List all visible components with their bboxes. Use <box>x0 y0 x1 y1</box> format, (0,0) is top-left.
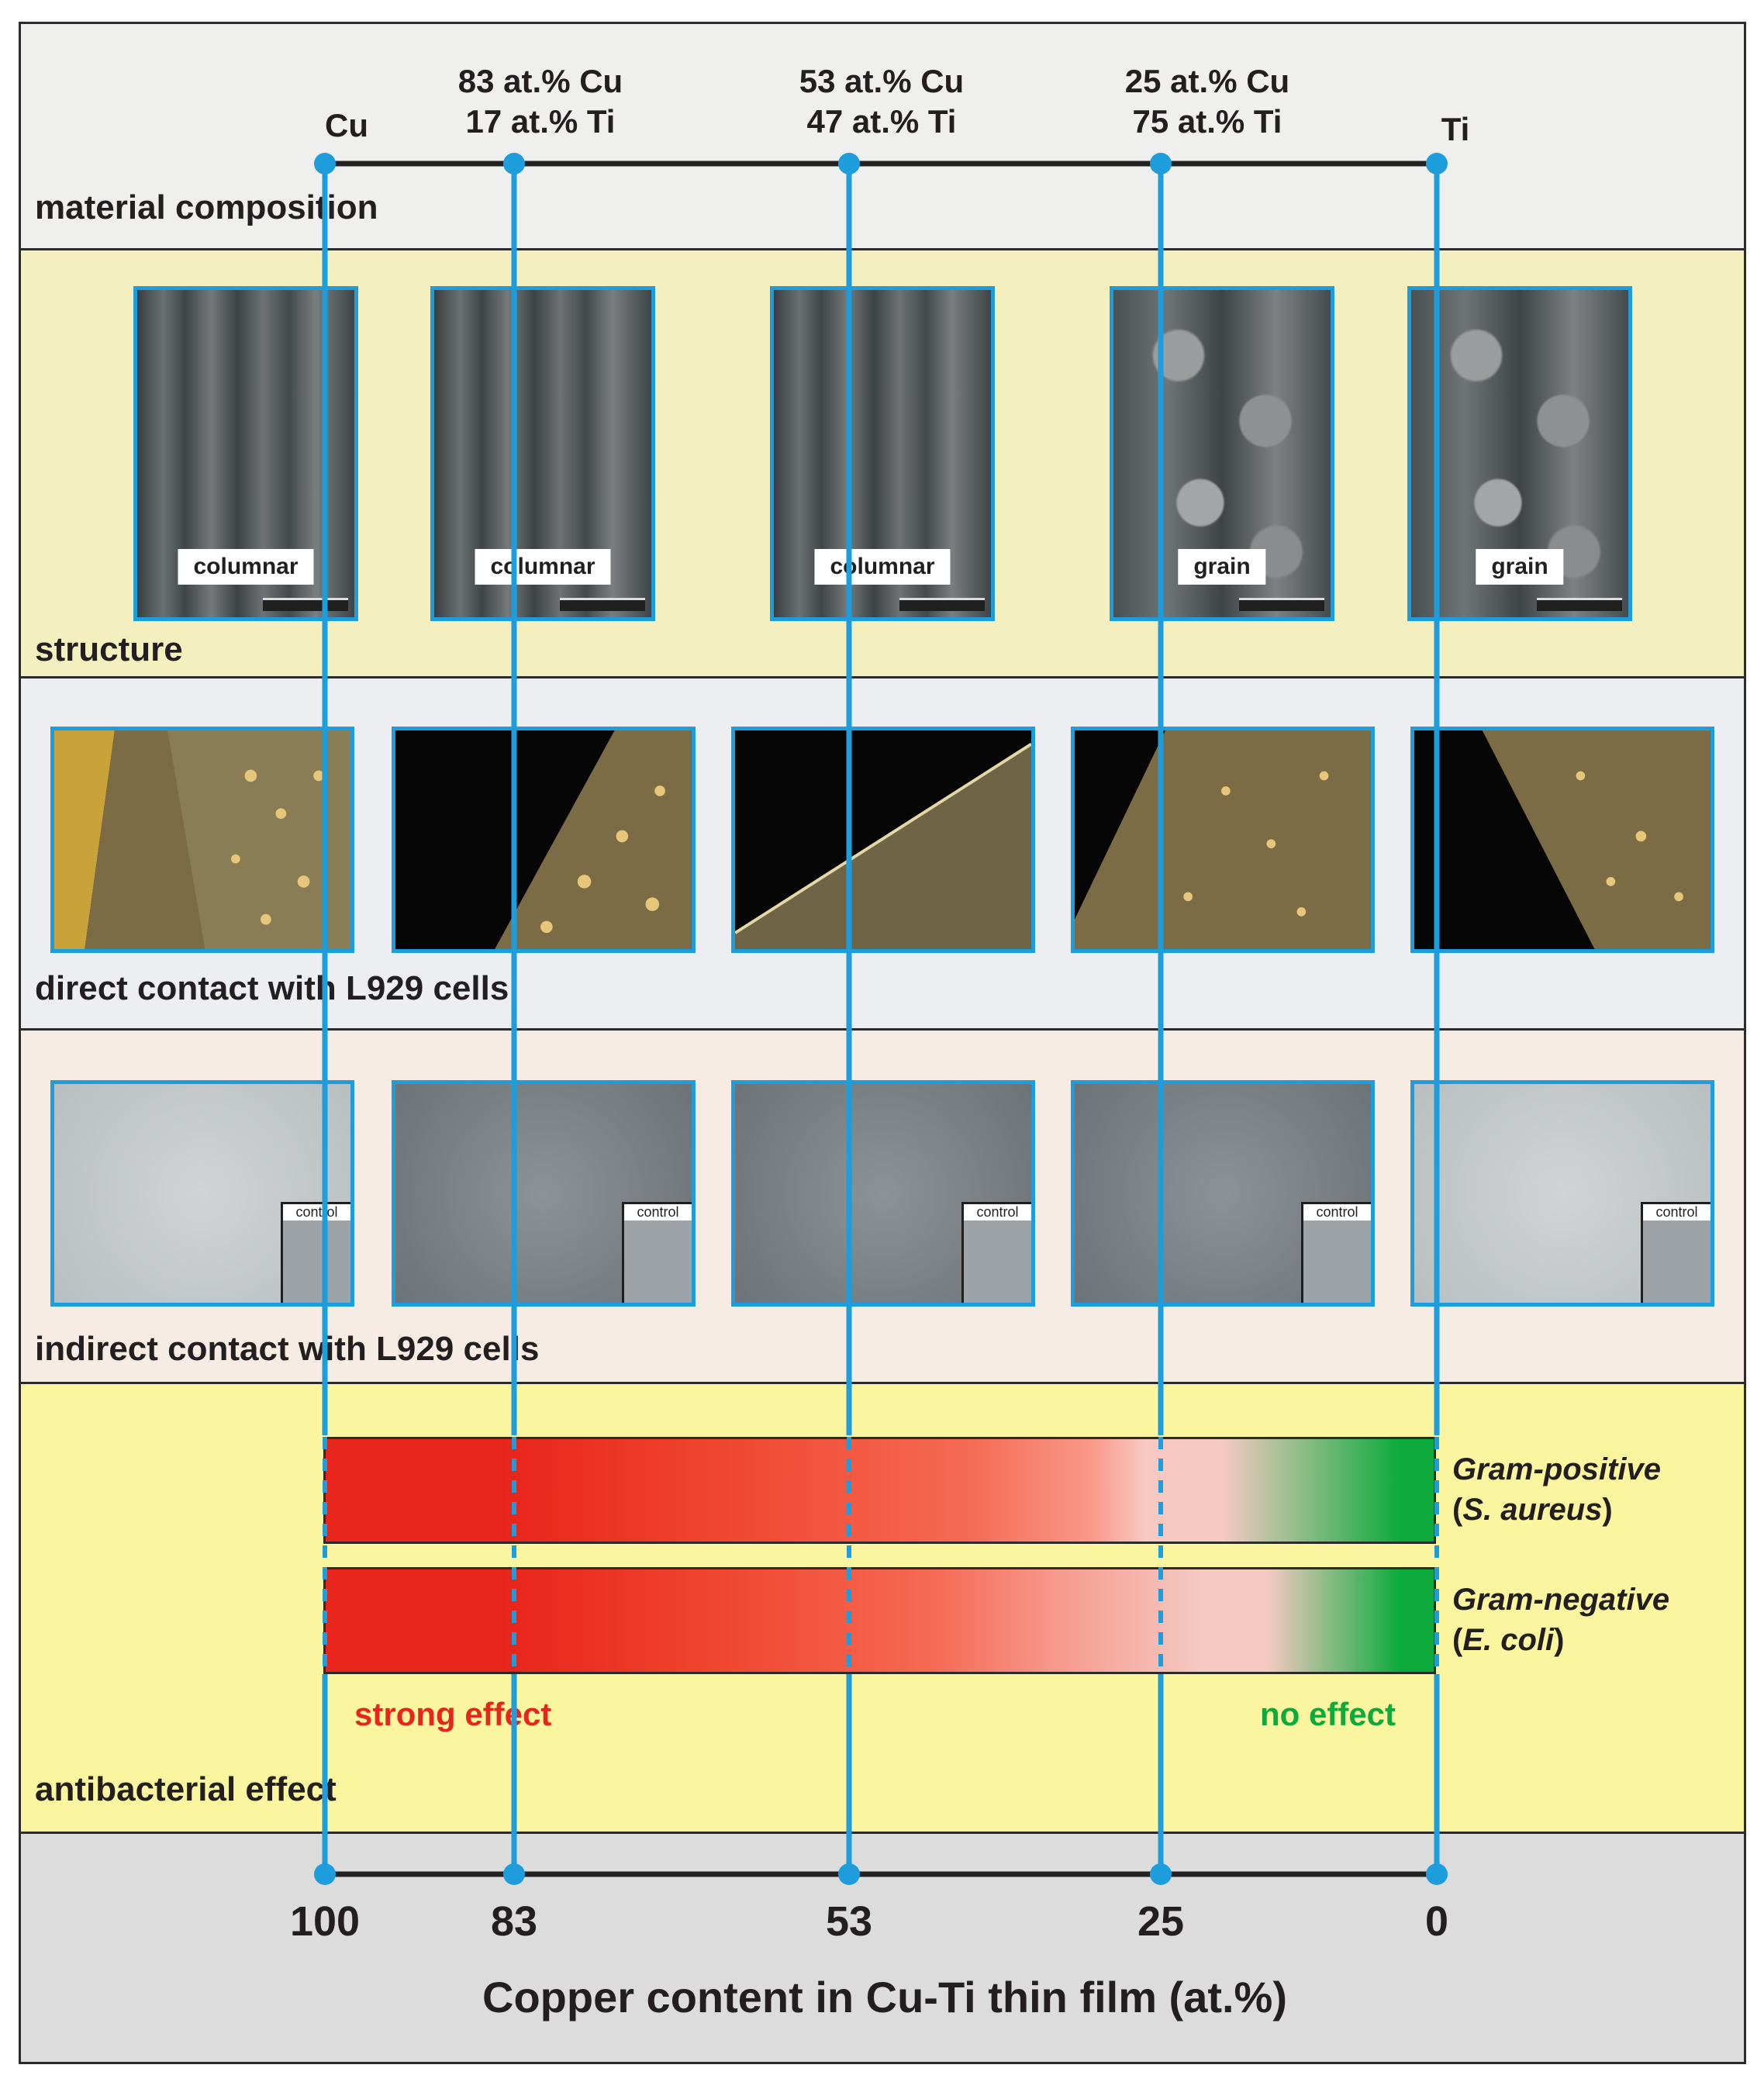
axis-point-marker <box>838 1863 860 1885</box>
axis-tick-label: 25 <box>1137 1898 1185 1945</box>
control-label: control <box>624 1204 692 1221</box>
axis-tick-label: 100 <box>289 1898 361 1945</box>
composition-label-cu: Cu <box>325 107 368 143</box>
gram-negative-label: Gram-negative (E. coli) <box>1452 1583 1670 1657</box>
composition-point-marker <box>1150 153 1172 174</box>
axis-title: Copper content in Cu-Ti thin film (at.%) <box>482 1973 1287 2022</box>
gram-positive-label: Gram-positive (S. aureus) <box>1452 1452 1661 1527</box>
control-label: control <box>1643 1204 1710 1221</box>
indirect-contact-label: indirect contact with L929 cells <box>35 1330 540 1368</box>
structure-tag: columnar <box>178 549 313 585</box>
axis-point-marker <box>503 1863 525 1885</box>
structure-tag: columnar <box>475 549 610 585</box>
connector-overlay <box>21 24 1746 2064</box>
structure-tag: grain <box>1178 549 1265 585</box>
strong-effect-label: strong effect <box>354 1696 552 1732</box>
composition-label-25: 25 at.% Cu 75 at.% Ti <box>1124 63 1290 140</box>
structure-label: structure <box>35 630 183 668</box>
composition-point-marker <box>1426 153 1448 174</box>
axis-tick-label: 0 <box>1424 1898 1449 1945</box>
axis-point-marker <box>314 1863 336 1885</box>
composition-point-marker <box>838 153 860 174</box>
structure-tag: grain <box>1476 549 1563 585</box>
composition-label-53: 53 at.% Cu 47 at.% Ti <box>799 63 965 140</box>
material-composition-label: material composition <box>35 188 378 226</box>
axis-point-marker <box>1426 1863 1448 1885</box>
axis-tick-label: 83 <box>490 1898 538 1945</box>
composition-point-marker <box>503 153 525 174</box>
figure-frame <box>19 22 1746 2064</box>
control-label: control <box>283 1204 350 1221</box>
antibacterial-effect-label: antibacterial effect <box>35 1770 337 1808</box>
composition-label-83: 83 at.% Cu 17 at.% Ti <box>457 63 623 140</box>
structure-tag: columnar <box>814 549 950 585</box>
direct-contact-label: direct contact with L929 cells <box>35 969 509 1007</box>
control-label: control <box>964 1204 1031 1221</box>
axis-tick-label: 53 <box>825 1898 873 1945</box>
composition-point-marker <box>314 153 336 174</box>
no-effect-label: no effect <box>1260 1696 1396 1732</box>
composition-label-ti: Ti <box>1441 111 1470 147</box>
axis-point-marker <box>1150 1863 1172 1885</box>
control-label: control <box>1303 1204 1371 1221</box>
